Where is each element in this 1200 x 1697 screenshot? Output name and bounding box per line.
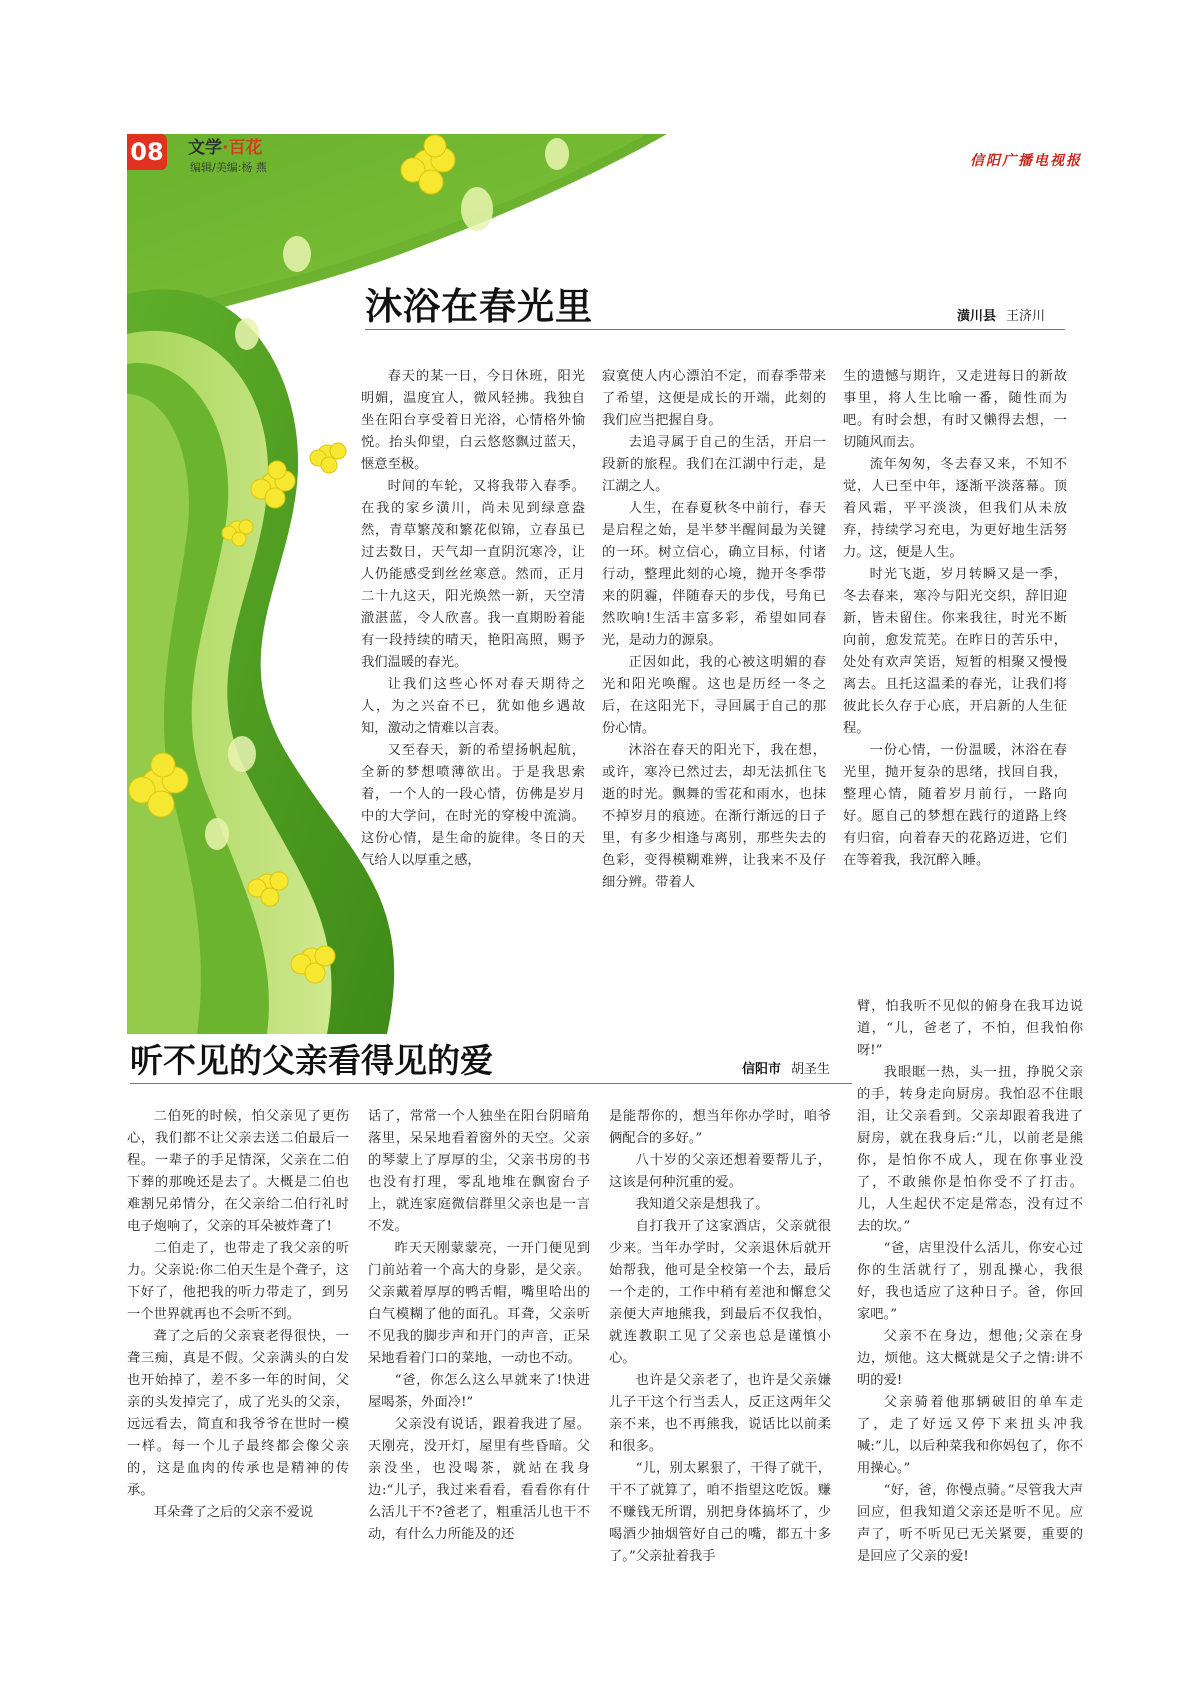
paragraph: 又至春天，新的希望扬帆起航，全新的梦想喷薄欲出。于是我思索着，一个人的一段心情，仿佛是岁月中的大学问，在时光的穿梭中流淌。这份心情，是生命的旋律。冬日的天气给人以厚重之感， <box>361 743 585 868</box>
paragraph: “爸，你怎么这么早就来了!快进屋喝茶，外面冷!” <box>368 1373 590 1410</box>
article2-author-name: 胡圣生 <box>791 1062 831 1077</box>
article1-title: 沐浴在春光里 <box>365 284 593 328</box>
paragraph: “好，爸，你慢点骑。”尽管我大声回应，但我知道父亲还是听不见。应声了，听不听见已无关紧要，重要的是回应了父亲的爱! <box>857 1483 1083 1564</box>
article2-byline <box>742 1058 830 1077</box>
section-name-literature: 文学 <box>188 138 222 158</box>
paragraph: 一份心情，一份温暖，沐浴在春光里，抛开复杂的思绪，找回自我，整理心情，随着岁月前行，一路向好。愿自己的梦想在践行的道路上终有归宿，向着春天的花路迈进，它们在等着我，我沉醉入睡。 <box>843 743 1067 868</box>
paragraph: 父亲不在身边，想他;父亲在身边，烦他。这大概就是父子之情:讲不明的爱! <box>857 1329 1083 1388</box>
paragraph: 聋了之后的父亲衰老得很快，一聋三痴，真是不假。父亲满头的白发也开始掉了，差不多一年的时间，父亲的头发掉完了，成了光头的父亲，远远看去，简直和我爷爷在世时一模一样。每一个儿子最终都会像父亲的，这是血肉的传承也是精神的传承。 <box>127 1329 349 1498</box>
section-title <box>188 133 262 158</box>
paragraph: 二伯走了，也带走了我父亲的听力。父亲说:你二伯天生是个聋子，这下好了，他把我的听力带走了，到另一个世界就再也不会听不到。 <box>127 1241 349 1322</box>
paragraph: 正因如此，我的心被这明媚的春光和阳光唤醒。这也是历经一冬之后，在这阳光下，寻回属于自己的那份心情。 <box>602 655 826 736</box>
article2-column-4 <box>857 996 1083 1568</box>
paragraph: 时光飞逝，岁月转瞬又是一季，冬去春来，寒冷与阳光交织，辞旧迎新，皆未留住。你来我往，时光不断向前，愈发荒芜。在昨日的苦乐中，处处有欢声笑语，短暂的相聚又慢慢离去。且托这温柔的春光，让我们将彼此长久存于心底，开启新的人生征程。 <box>843 567 1067 736</box>
section-name-flowers: 百花 <box>228 138 263 158</box>
paragraph: 我知道父亲是想我了。 <box>635 1197 769 1212</box>
article2-column-1 <box>127 1106 349 1524</box>
paragraph: 二伯死的时候，怕父亲见了更伤心，我们都不让父亲去送二伯最后一程。一辈子的手足情深，父亲在二伯下葬的那晚还是去了。大概是二伯也难割兄弟情分，在父亲给二伯行礼时电子炮响了，父亲的耳朵被炸聋了! <box>127 1109 349 1234</box>
editor-credit: 编辑/美编:杨 燕 <box>190 161 267 174</box>
article1-column-1 <box>361 366 585 872</box>
paragraph: 耳朵聋了之后的父亲不爱说 <box>153 1505 314 1520</box>
article1-author-place: 潢川县 <box>957 309 997 324</box>
paragraph: 沐浴在春天的阳光下，我在想，或许，寒冷已然过去，却无法抓住飞逝的时光。飘舞的雪花和雨水，也抹不掉岁月的痕迹。在渐行渐远的日子里，有多少相逢与离别，那些失去的色彩，变得模糊难辨，让我来不及仔细分辨。带着人 <box>602 743 826 890</box>
paragraph: 流年匆匆，冬去春又来，不知不觉，人已至中年，逐渐平淡落幕。顶着风霜，平平淡淡，但我们从未放弃，持续学习充电，为更好地生活努力。这，便是人生。 <box>843 457 1067 560</box>
page-number: 08 <box>127 134 167 170</box>
paragraph: 我眼眶一热，头一扭，挣脱父亲的手，转身走向厨房。我怕忍不住眼泪，让父亲看到。父亲却跟着我进了厨房，就在我身后:“儿，以前老是熊你，是怕你不成人，现在你事业没了，不敢熊你是怕你受不了打击。儿，人生起伏不定是常态，没有过不去的坎。” <box>857 1065 1083 1234</box>
paragraph: 也许是父亲老了，也许是父亲嫌儿子干这个行当丢人，反正这两年父亲不来，也不再熊我，说话比以前柔和很多。 <box>609 1373 831 1454</box>
paragraph: 父亲没有说话，跟着我进了屋。天刚亮，没开灯，屋里有些昏暗。父亲没坐，也没喝茶，就站在我身边:“儿子，我过来看看，看看你有什么活儿干不?爸老了，粗重活儿也干不动，有什么力所能及的还 <box>368 1417 590 1542</box>
paragraph: 话了，常常一个人独坐在阳台阴暗角落里，呆呆地看着窗外的天空。父亲的琴蒙上了厚厚的尘，父亲书房的书也没有打理，零乱地堆在飘窗台子上，就连家庭微信群里父亲也是一言不发。 <box>368 1109 590 1234</box>
article2-author-place: 信阳市 <box>742 1062 782 1077</box>
paragraph: 父亲骑着他那辆破旧的单车走了，走了好远又停下来扭头冲我喊:“儿，以后种菜我和你妈包了，你不用操心。” <box>857 1395 1083 1476</box>
paragraph: “儿，别太累狠了，干得了就干，干不了就算了，咱不指望这吃饭。赚不赚钱无所谓，别把身体搞坏了，少喝酒少抽烟管好自己的嘴，都五十多了。”父亲扯着我手 <box>609 1461 831 1564</box>
section-separator: · <box>222 138 229 158</box>
paragraph: 去追寻属于自己的生活，开启一段新的旅程。我们在江湖中行走，是江湖之人。 <box>602 435 826 494</box>
article2-divider <box>130 1083 852 1084</box>
paragraph: “爸，店里没什么活儿，你安心过你的生活就行了，别乱操心，我很好，我也适应了这种日子。爸，你回家吧。” <box>857 1241 1083 1322</box>
article1-column-3 <box>843 366 1067 872</box>
paragraph: 寂寞使人内心漂泊不定，而春季带来了希望，这便是成长的开端，此刻的我们应当把握自身。 <box>602 369 826 428</box>
newspaper-name: 信阳广播电视报 <box>970 153 1082 169</box>
article1-column-2 <box>602 366 826 894</box>
article1-divider <box>365 329 1065 330</box>
paragraph: 自打我开了这家酒店，父亲就很少来。当年办学时，父亲退休后就开始帮我，他可是全校第一个去，最后一个走的，工作中稍有差池和懈怠父亲便大声地熊我，到最后不仅我怕，就连教职工见了父亲也总是谨慎小心。 <box>609 1219 831 1366</box>
article1-byline <box>957 305 1045 324</box>
paragraph: 臂，怕我听不见似的俯身在我耳边说道，“儿，爸老了，不怕，但我怕你呀!” <box>857 999 1083 1058</box>
paragraph: 让我们这些心怀对春天期待之人，为之兴奋不已，犹如他乡遇故知，激动之情难以言表。 <box>361 677 585 736</box>
paragraph: 时间的车轮，又将我带入春季。在我的家乡潢川，尚未见到绿意盎然，青草繁茂和繁花似锦，立春虽已过去数日，天气却一直阴沉寒冷，让人仍能感受到丝丝寒意。然而，正月二十九这天，阳光焕然一新，天空清澈湛蓝，令人欣喜。我一直期盼着能有一段持续的晴天，艳阳高照，赐予我们温暖的春光。 <box>361 479 585 670</box>
article2-column-3 <box>609 1106 831 1568</box>
article2-column-2 <box>368 1106 590 1546</box>
paragraph: 是能帮你的，想当年你办学时，咱爷俩配合的多好。” <box>609 1109 831 1146</box>
article2-title: 听不见的父亲看得见的爱 <box>130 1041 493 1080</box>
paragraph: 八十岁的父亲还想着要帮儿子，这该是何种沉重的爱。 <box>609 1153 831 1190</box>
paragraph: 人生，在春夏秋冬中前行，春天是启程之始，是半梦半醒间最为关键的一环。树立信心，确立目标，付诸行动，整理此刻的心境，抛开冬季带来的阴霾，伴随春天的步伐，号角已然吹响!生活丰富多彩，希望如同春光，是动力的源泉。 <box>602 501 826 648</box>
article1-author-name: 王济川 <box>1006 309 1046 324</box>
paragraph: 生的遗憾与期许，又走进每日的新故事里，将人生比喻一番，随性而为吧。有时会想，有时又懒得去想，一切随风而去。 <box>843 369 1067 450</box>
paragraph: 昨天天刚蒙蒙亮，一开门便见到门前站着一个高大的身影，是父亲。父亲戴着厚厚的鸭舌帽，嘴里哈出的白气模糊了他的面孔。耳聋，父亲听不见我的脚步声和开门的声音，正呆呆地看着门口的菜地，一动也不动。 <box>368 1241 590 1366</box>
paragraph: 春天的某一日，今日休班，阳光明媚，温度宜人，微风轻拂。我独自坐在阳台享受着日光浴，心情格外愉悦。抬头仰望，白云悠悠飘过蓝天，惬意至极。 <box>361 369 585 472</box>
